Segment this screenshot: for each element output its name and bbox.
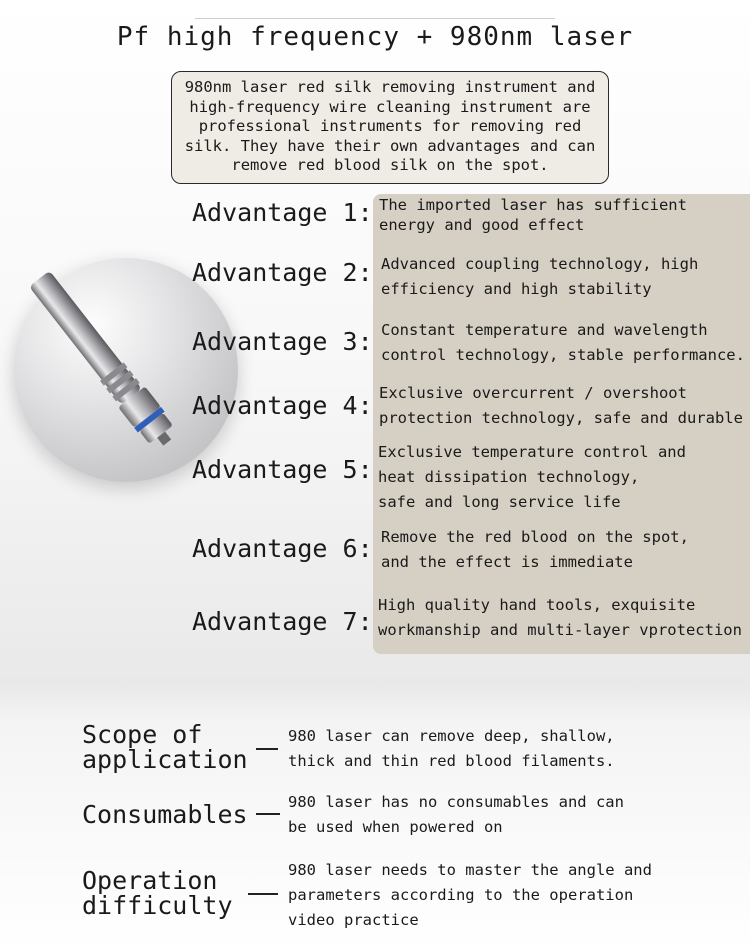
consumables-desc [288, 790, 624, 840]
operation-desc-line-1: 980 laser needs to master the angle and [288, 861, 652, 879]
advantage-7-label: Advantage 7: [192, 607, 373, 636]
scope-label-line-1: Scope of [82, 720, 203, 749]
consumables-connector [256, 813, 280, 815]
operation-connector [248, 893, 278, 895]
advantage-1-desc [379, 195, 687, 235]
advantage-7-line-1: High quality hand tools, exquisite [378, 596, 696, 614]
consumables-desc-line-1: 980 laser has no consumables and can [288, 793, 624, 811]
advantage-5-label: Advantage 5: [192, 455, 373, 484]
advantage-1-line-1: The imported laser has sufficient [379, 196, 687, 214]
scope-label [82, 722, 248, 772]
advantage-1-line-2: energy and good effect [379, 216, 585, 234]
advantage-4-desc [379, 381, 743, 431]
advantage-2-desc [381, 252, 698, 302]
consumables-desc-line-2: be used when powered on [288, 818, 503, 836]
advantage-4-line-2: protection technology, safe and durable [379, 409, 743, 427]
advantage-5-line-2: heat dissipation technology, [378, 468, 640, 486]
probe-body [29, 271, 142, 405]
advantage-7-desc [378, 593, 742, 643]
advantage-1-label: Advantage 1: [192, 198, 373, 227]
scope-label-line-2: application [82, 745, 248, 774]
scope-desc [288, 724, 615, 774]
advantage-3-line-2: control technology, stable performance. [381, 346, 745, 364]
scope-desc-line-2: thick and thin red blood filaments. [288, 752, 615, 770]
intro-box: 980nm laser red silk removing instrument and high-frequency wire cleaning instrument are professional instruments for removing red silk. They have their own advantages and can remove red blood silk on the spot. [171, 71, 609, 184]
scope-connector [256, 748, 278, 750]
operation-desc [288, 858, 652, 933]
advantage-6-line-2: and the effect is immediate [381, 553, 633, 571]
consumables-label-line-1: Consumables [82, 800, 248, 829]
advantage-3-desc [381, 318, 745, 368]
operation-label-line-2: difficulty [82, 891, 233, 920]
advantage-5-line-1: Exclusive temperature control and [378, 443, 686, 461]
advantage-5-line-3: safe and long service life [378, 493, 621, 511]
page-title: Pf high frequency + 980nm laser [116, 22, 634, 52]
title-divider [195, 18, 555, 19]
laser-probe-illustration [20, 260, 240, 470]
operation-desc-line-3: video practice [288, 911, 419, 929]
scope-desc-line-1: 980 laser can remove deep, shallow, [288, 727, 615, 745]
advantage-2-label: Advantage 2: [192, 258, 373, 287]
advantage-2-line-2: efficiency and high stability [381, 280, 652, 298]
advantage-3-label: Advantage 3: [192, 327, 373, 356]
operation-label [82, 868, 233, 918]
advantage-4-label: Advantage 4: [192, 391, 373, 420]
advantage-4-line-1: Exclusive overcurrent / overshoot [379, 384, 687, 402]
advantage-5-desc [378, 440, 686, 515]
advantage-2-line-1: Advanced coupling technology, high [381, 255, 699, 273]
consumables-label [82, 802, 248, 827]
advantage-6-label: Advantage 6: [192, 534, 373, 563]
operation-label-line-1: Operation [82, 866, 218, 895]
advantage-6-line-1: Remove the red blood on the spot, [381, 528, 689, 546]
operation-desc-line-2: parameters according to the operation [288, 886, 634, 904]
advantage-3-line-1: Constant temperature and wavelength [381, 321, 708, 339]
advantage-7-line-2: workmanship and multi-layer vprotection [378, 621, 742, 639]
advantage-6-desc [381, 525, 689, 575]
